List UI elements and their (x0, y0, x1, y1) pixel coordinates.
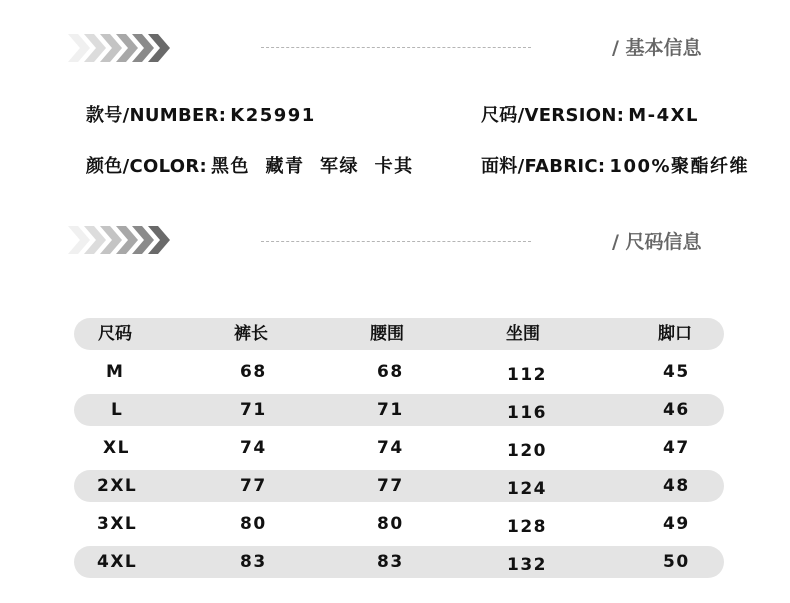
hip-cell: 128 (507, 517, 547, 537)
size-info-header (0, 222, 790, 262)
style-number (86, 101, 316, 127)
color-options-value: 黑色 藏青 军绿 卡其 (210, 156, 414, 177)
waist-cell: 71 (377, 400, 404, 420)
waist-cell: 68 (377, 362, 404, 382)
table-row (74, 546, 724, 578)
size-cell: 2XL (97, 476, 138, 496)
size-range-label: 尺码/VERSION: (481, 105, 625, 126)
section-title-basic-info: / 基本信息 (612, 37, 702, 59)
fabric (481, 152, 749, 178)
style-number-label: 款号/NUMBER: (86, 105, 227, 126)
header-size: 尺码 (98, 324, 132, 344)
waist-cell: 74 (377, 438, 404, 458)
basic-info-header (0, 30, 790, 70)
waist-cell: 77 (377, 476, 404, 496)
style-number-value: K25991 (230, 105, 316, 126)
fabric-value: 100%聚酯纤维 (609, 156, 750, 177)
length-cell: 71 (240, 400, 267, 420)
hem-cell: 48 (663, 476, 690, 496)
hip-cell: 132 (507, 555, 547, 575)
table-row (74, 508, 724, 540)
header-length: 裤长 (234, 324, 268, 344)
table-row (74, 356, 724, 388)
length-cell: 83 (240, 552, 267, 572)
table-row (74, 470, 724, 502)
header-hip: 坐围 (506, 324, 540, 344)
waist-cell: 83 (377, 552, 404, 572)
hem-cell: 49 (663, 514, 690, 534)
hip-cell: 116 (507, 403, 547, 423)
chevron-arrows-icon (68, 222, 188, 258)
table-header-row (74, 318, 724, 350)
hem-cell: 45 (663, 362, 690, 382)
color-options (86, 152, 414, 178)
header-hem: 脚口 (658, 324, 692, 344)
length-cell: 68 (240, 362, 267, 382)
fabric-label: 面料/FABRIC: (481, 156, 606, 177)
hem-cell: 46 (663, 400, 690, 420)
section-title-size-info: / 尺码信息 (612, 231, 702, 253)
header-waist: 腰围 (370, 324, 404, 344)
table-row (74, 394, 724, 426)
hem-cell: 50 (663, 552, 690, 572)
size-cell: 4XL (97, 552, 138, 572)
hip-cell: 112 (507, 365, 547, 385)
hip-cell: 124 (507, 479, 547, 499)
color-options-label: 颜色/COLOR: (86, 156, 207, 177)
hem-cell: 47 (663, 438, 690, 458)
divider-line (261, 47, 531, 48)
length-cell: 74 (240, 438, 267, 458)
size-cell: XL (103, 438, 130, 458)
size-cell: M (106, 362, 125, 382)
divider-line (261, 241, 531, 242)
length-cell: 80 (240, 514, 267, 534)
size-range (481, 101, 699, 127)
size-cell: 3XL (97, 514, 138, 534)
length-cell: 77 (240, 476, 267, 496)
hip-cell: 120 (507, 441, 547, 461)
size-table (74, 318, 724, 584)
size-range-value: M-4XL (628, 105, 699, 126)
waist-cell: 80 (377, 514, 404, 534)
size-cell: L (111, 400, 124, 420)
chevron-arrows-icon (68, 30, 188, 66)
table-row (74, 432, 724, 464)
